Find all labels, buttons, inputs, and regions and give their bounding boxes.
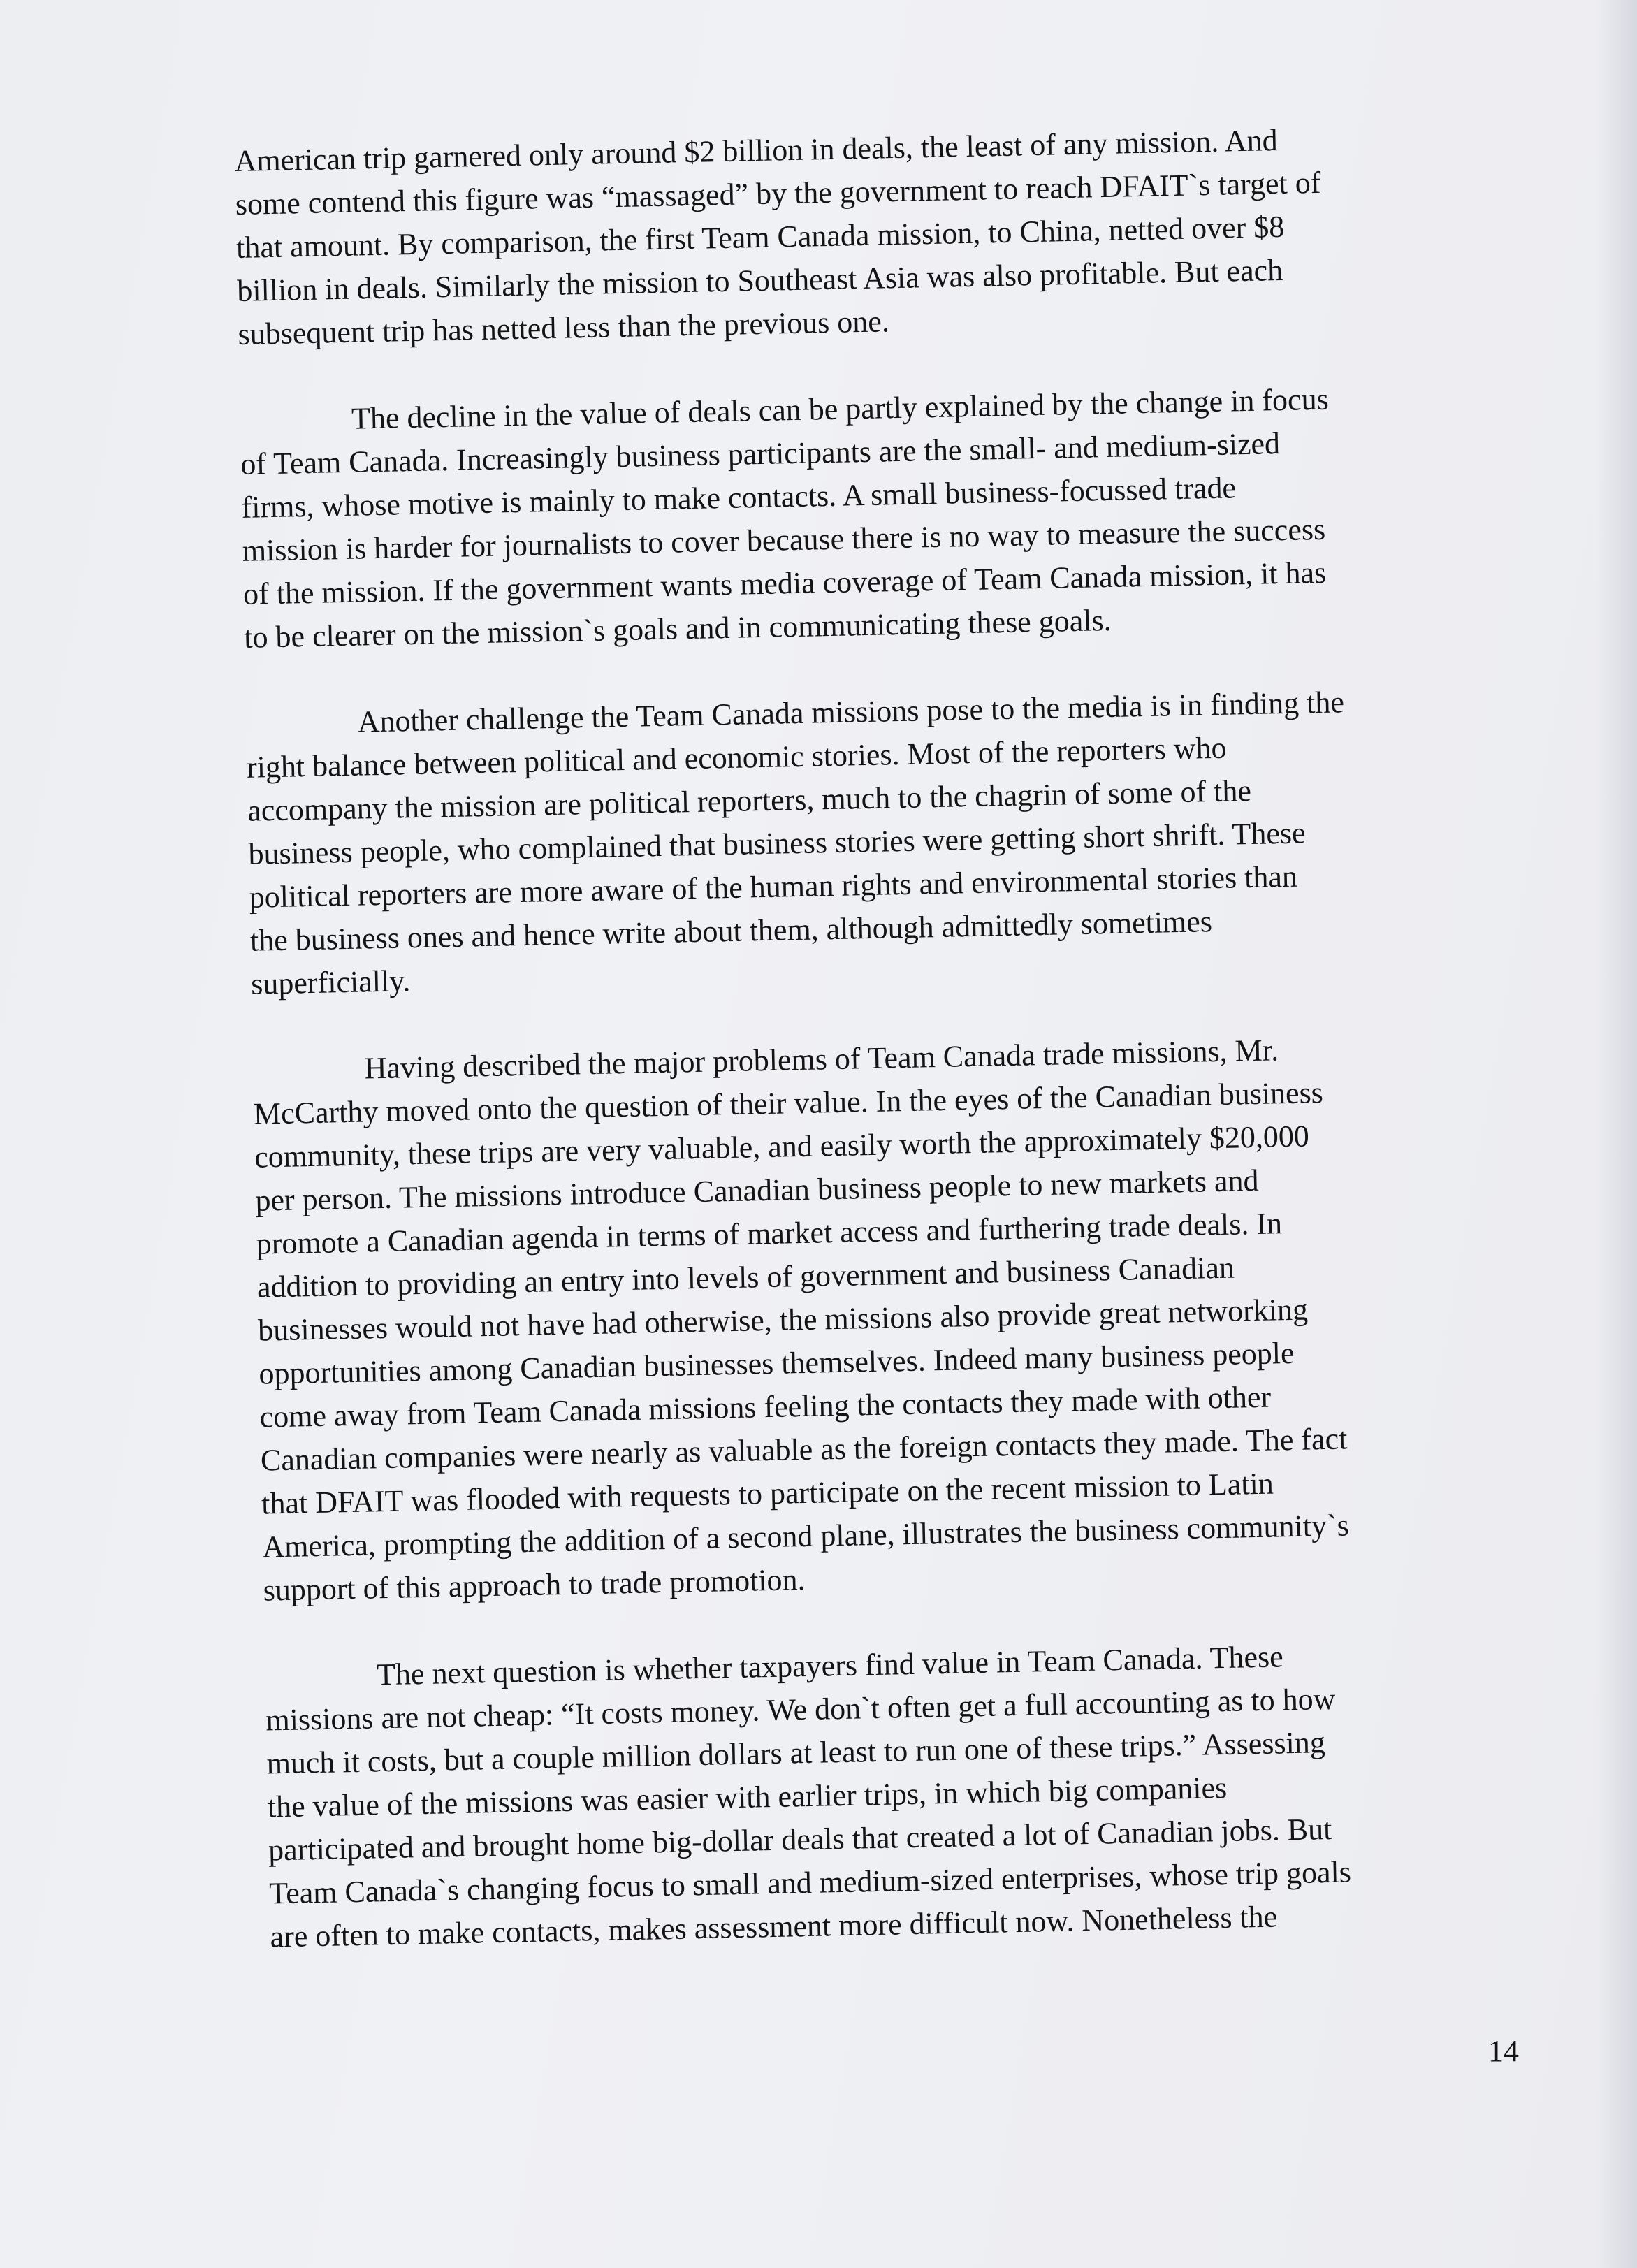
text-line: addition to providing an entry into levels of government and business Canadian	[256, 1250, 1235, 1304]
text-line: are often to make contacts, makes assessment more difficult now. Nonetheless the	[270, 1899, 1278, 1954]
text-line: businesses would not have had otherwise, the missions also provide great networking	[257, 1292, 1309, 1348]
text-line: some contend this figure was “massaged” by the government to reach DFAIT`s target of	[235, 165, 1321, 221]
text-line: business people, who complained that business stories were getting short shrift. These	[248, 815, 1306, 871]
text-line: much it costs, but a couple million dollars at least to run one of these trips.” Assessing	[266, 1725, 1326, 1781]
text-line: Team Canada`s changing focus to small and medium-sized enterprises, whose trip goals	[268, 1854, 1352, 1911]
text-line: The decline in the value of deals can be partly explained by the change in focus	[351, 381, 1330, 436]
text-line: that DFAIT was flooded with requests to participate on the recent mission to Latin	[261, 1466, 1274, 1521]
text-line: mission is harder for journalists to cover because there is no way to measure the success	[242, 511, 1326, 568]
paragraph-4	[252, 1024, 1542, 1613]
text-line: participated and brought home big-dollar deals that created a lot of Canadian jobs. But	[268, 1811, 1332, 1868]
paragraph-3	[245, 677, 1529, 1006]
text-line: right balance between political and economic stories. Most of the reporters who	[246, 730, 1227, 785]
text-line: political reporters are more aware of the human rights and environmental stories than	[249, 859, 1298, 915]
body-text	[234, 114, 1549, 1958]
text-line: American trip garnered only around $2 billion in deals, the least of any mission. And	[234, 123, 1279, 178]
text-line: superficially.	[250, 964, 411, 1001]
text-line: The next question is whether taxpayers find value in Team Canada. These	[376, 1639, 1284, 1692]
text-line: opportunities among Canadian businesses themselves. Indeed many business people	[258, 1335, 1295, 1391]
page-edge-shadow	[1595, 0, 1637, 2268]
text-line: America, prompting the addition of a second plane, illustrates the business community`s	[261, 1508, 1350, 1564]
text-line: firms, whose motive is mainly to make contacts. A small business-focussed trade	[241, 470, 1237, 525]
text-line: McCarthy moved onto the question of their value. In the eyes of the Canadian business	[253, 1075, 1324, 1131]
text-line: subsequent trip has netted less than the previous one.	[238, 304, 890, 351]
paragraph-1	[234, 114, 1517, 356]
text-line: accompany the mission are political reporters, much to the chagrin of some of the	[247, 773, 1252, 828]
text-line: community, these trips are very valuable, and easily worth the approximately $20,000	[254, 1119, 1310, 1175]
paragraph-2	[239, 374, 1522, 660]
text-line: the business ones and hence write about them, although admittedly sometimes	[249, 904, 1213, 958]
text-line: Having described the major problems of Team Canada trade missions, Mr.	[364, 1033, 1279, 1086]
text-line: that amount. By comparison, the first Team Canada mission, to China, netted over $8	[235, 209, 1285, 265]
text-line: come away from Team Canada missions feeling the contacts they made with other	[259, 1379, 1272, 1434]
text-line: missions are not cheap: “It costs money. We don`t often get a full accounting as to how	[265, 1681, 1336, 1738]
page-number: 14	[1488, 2034, 1519, 2068]
text-line: billion in deals. Similarly the mission to Southeast Asia was also profitable. But each	[236, 252, 1283, 308]
text-line: the value of the missions was easier with earlier trips, in which big companies	[267, 1770, 1228, 1824]
text-line: promote a Canadian agenda in terms of market access and furthering trade deals. In	[256, 1206, 1283, 1261]
text-line: Canadian companies were nearly as valuable as the foreign contacts they made. The fact	[260, 1421, 1348, 1478]
text-line: of Team Canada. Increasingly business participants are the small- and medium-sized	[240, 426, 1281, 481]
paragraph-5	[265, 1630, 1549, 1959]
text-line: to be clearer on the mission`s goals and in communicating these goals.	[243, 602, 1112, 655]
text-line: support of this approach to trade promotion.	[263, 1562, 806, 1608]
text-line: of the mission. If the government wants media coverage of Team Canada mission, it has	[242, 555, 1327, 611]
text-line: Another challenge the Team Canada missions pose to the media is in finding the	[357, 685, 1345, 739]
text-line: per person. The missions introduce Canadian business people to new markets and	[254, 1163, 1259, 1218]
